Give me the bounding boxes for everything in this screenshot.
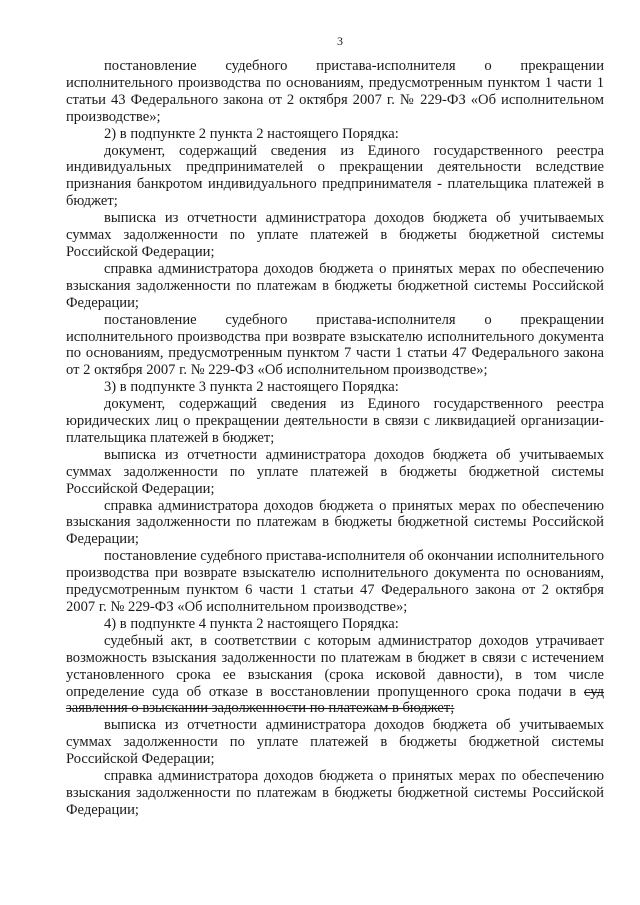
paragraph-measures-certificate: справка администратора доходов бюджета о принятых мерах по обеспечению взыскания задолженности по платежам в бюджеты бюджетной системы Российской Федерации;	[66, 497, 604, 548]
paragraph-measures-certificate: справка администратора доходов бюджета о принятых мерах по обеспечению взыскания задолженности по платежам в бюджеты бюджетной системы Российской Федерации;	[66, 768, 604, 818]
page-number: 3	[337, 34, 343, 48]
struck-through-text: суд заявления о взыскании задолженности по платежам в бюджет;	[66, 683, 604, 717]
paragraph-bailiff-resolution-completion: постановление судебного пристава-исполнителя об окончании исполнительного производства при возврате взыскателю исполнительного документа по основаниям, предусмотренным пунктом 6 части 1 статьи 47 Федерального закона от 2 октября 2007 г. № 229-ФЗ «Об исполнительном производстве»;	[66, 548, 604, 615]
paragraph-report-extract: выписка из отчетности администратора доходов бюджета об учитываемых суммах задолженности по уплате платежей в бюджеты бюджетной системы Российской Федерации;	[66, 210, 604, 260]
paragraph-egrul-document: документ, содержащий сведения из Единого государственного реестра юридических лиц о прекращении деятельности в связи с ликвидацией организации-плательщика платежей в бюджет;	[66, 396, 604, 446]
paragraph-report-extract: выписка из отчетности администратора доходов бюджета об учитываемых суммах задолженности по уплате платежей в бюджеты бюджетной системы Российской Федерации;	[66, 717, 604, 768]
paragraph-measures-certificate: справка администратора доходов бюджета о принятых мерах по обеспечению взыскания задолженности по платежам в бюджеты бюджетной системы Российской Федерации;	[66, 260, 604, 311]
paragraph-subitem-4-heading: 4) в подпункте 4 пункта 2 настоящего Порядка:	[104, 615, 399, 632]
paragraph-court-act	[66, 633, 604, 718]
paragraph-subitem-2-heading: 2) в подпункте 2 пункта 2 настоящего Порядка:	[104, 125, 399, 142]
paragraph-egrip-document: документ, содержащий сведения из Единого государственного реестра индивидуальных предпринимателей о прекращении деятельности вследствие признания банкротом индивидуального предпринимателя - плательщика платежей в бюджет;	[66, 142, 604, 210]
paragraph-bailiff-resolution-termination: постановление судебного пристава-исполнителя о прекращении исполнительного производства по основаниям, предусмотренным пунктом 1 части 1 статьи 43 Федерального закона от 2 октября 2007 г. № 229-ФЗ «Об исполнительном производстве»;	[66, 58, 604, 125]
paragraph-report-extract: выписка из отчетности администратора доходов бюджета об учитываемых суммах задолженности по уплате платежей в бюджеты бюджетной системы Российской Федерации;	[66, 446, 604, 497]
court-act-text: судебный акт, в соответствии с которым администратор доходов утрачивает возможность взыскания задолженности по платежам в бюджет в связи с истечением установленного срока ее взыскания (срока исковой давности), в том числе определение суда об отказе в восстановлении пропущенного срока подачи в	[66, 632, 604, 700]
paragraph-bailiff-resolution-return: постановление судебного пристава-исполнителя о прекращении исполнительного производства при возврате взыскателю исполнительного документа по основаниям, предусмотренным пунктом 7 части 1 статьи 47 Федерального закона от 2 октября 2007 г. № 229-ФЗ «Об исполнительном производстве»;	[66, 311, 604, 379]
paragraph-subitem-3-heading: 3) в подпункте 3 пункта 2 настоящего Порядка:	[104, 379, 399, 396]
document-body	[66, 58, 604, 819]
